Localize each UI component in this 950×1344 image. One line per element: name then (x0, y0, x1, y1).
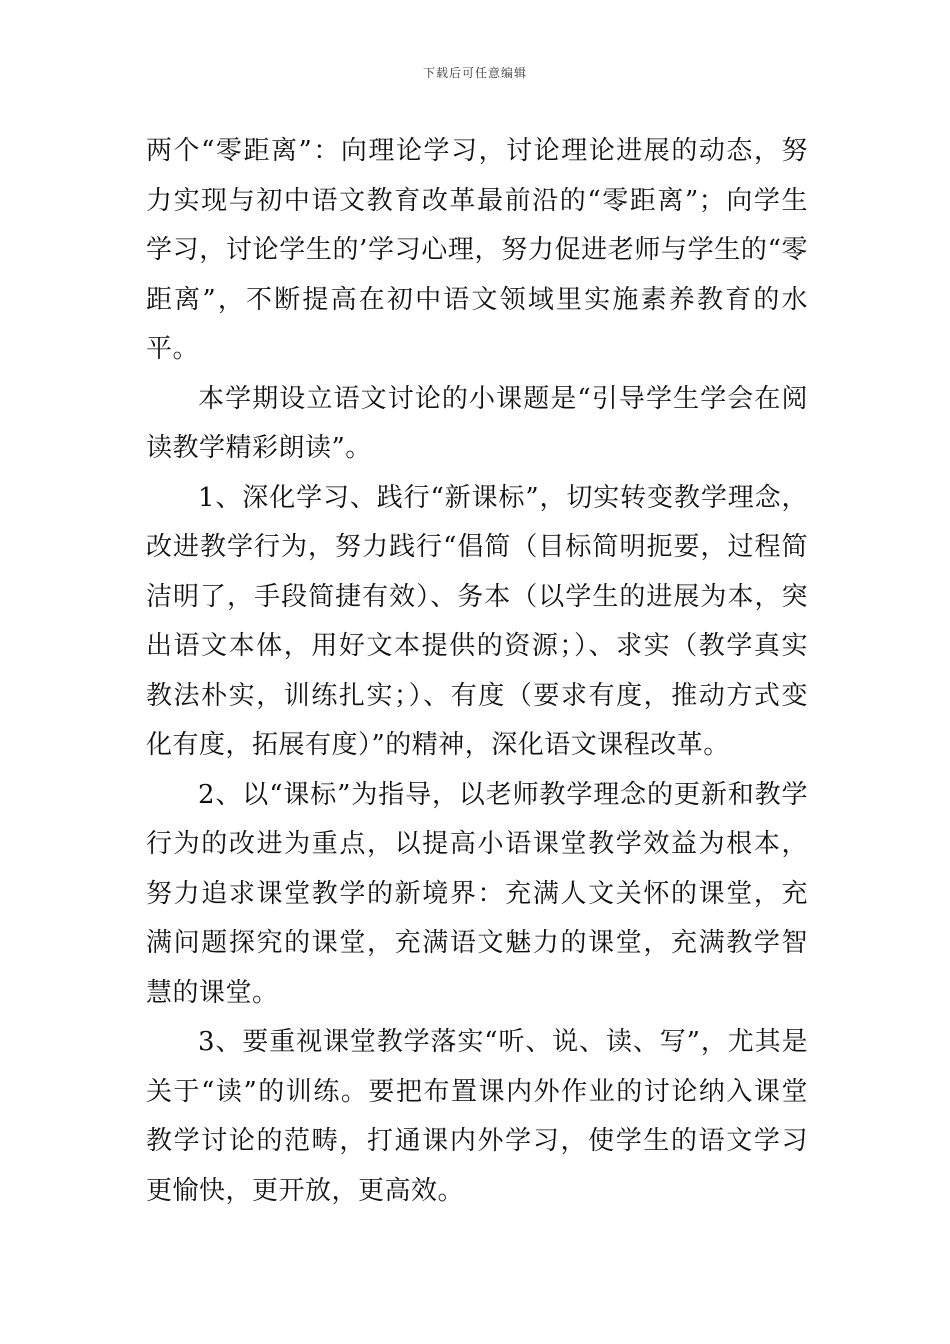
paragraph-zero-distance: 两个“零距离”：向理论学习，讨论理论进展的动态，努力实现与初中语文教育改革最前沿的“零距离”；向学生学习，讨论学生的’学习心理，努力促进老师与学生的“零距离”，不断提高在初中语文领域里实施素养教育的水平。 (146, 136, 808, 364)
page-header: 下载后可任意编辑 (422, 66, 527, 80)
paragraph-item-3: 3、要重视课堂教学落实“听、说、读、写”，尤其是关于“读”的训练。要把布置课内外作业的讨论纳入课堂教学讨论的范畴，打通课内外学习，使学生的语文学习更愉快，更开放，更高效。 (146, 1027, 808, 1206)
paragraph-research-topic: 本学期设立语文讨论的小课题是“引导学生学会在阅读教学精彩朗读”。 (146, 383, 808, 463)
paragraph-item-2: 2、以“课标”为指导，以老师教学理念的更新和教学行为的改进为重点，以提高小语课堂教学效益为根本，努力追求课堂教学的新境界：充满人文关怀的课堂，充满问题探究的课堂，充满语文魅力的课堂，充满教学智慧的课堂。 (146, 779, 808, 1008)
document-body (146, 127, 808, 1216)
paragraph-item-1: 1、深化学习、践行“新课标”，切实转变教学理念，改进教学行为，努力践行“倡简（目标简明扼要，过程简洁明了，手段简捷有效）、务本（以学生的进展为本，突出语文本体，用好文本提供的资源；）、求实（教学真实教法朴实，训练扎实；）、有度（要求有度，推动方式变化有度，拓展有度）”的精神，深化语文课程改革。 (146, 482, 808, 760)
